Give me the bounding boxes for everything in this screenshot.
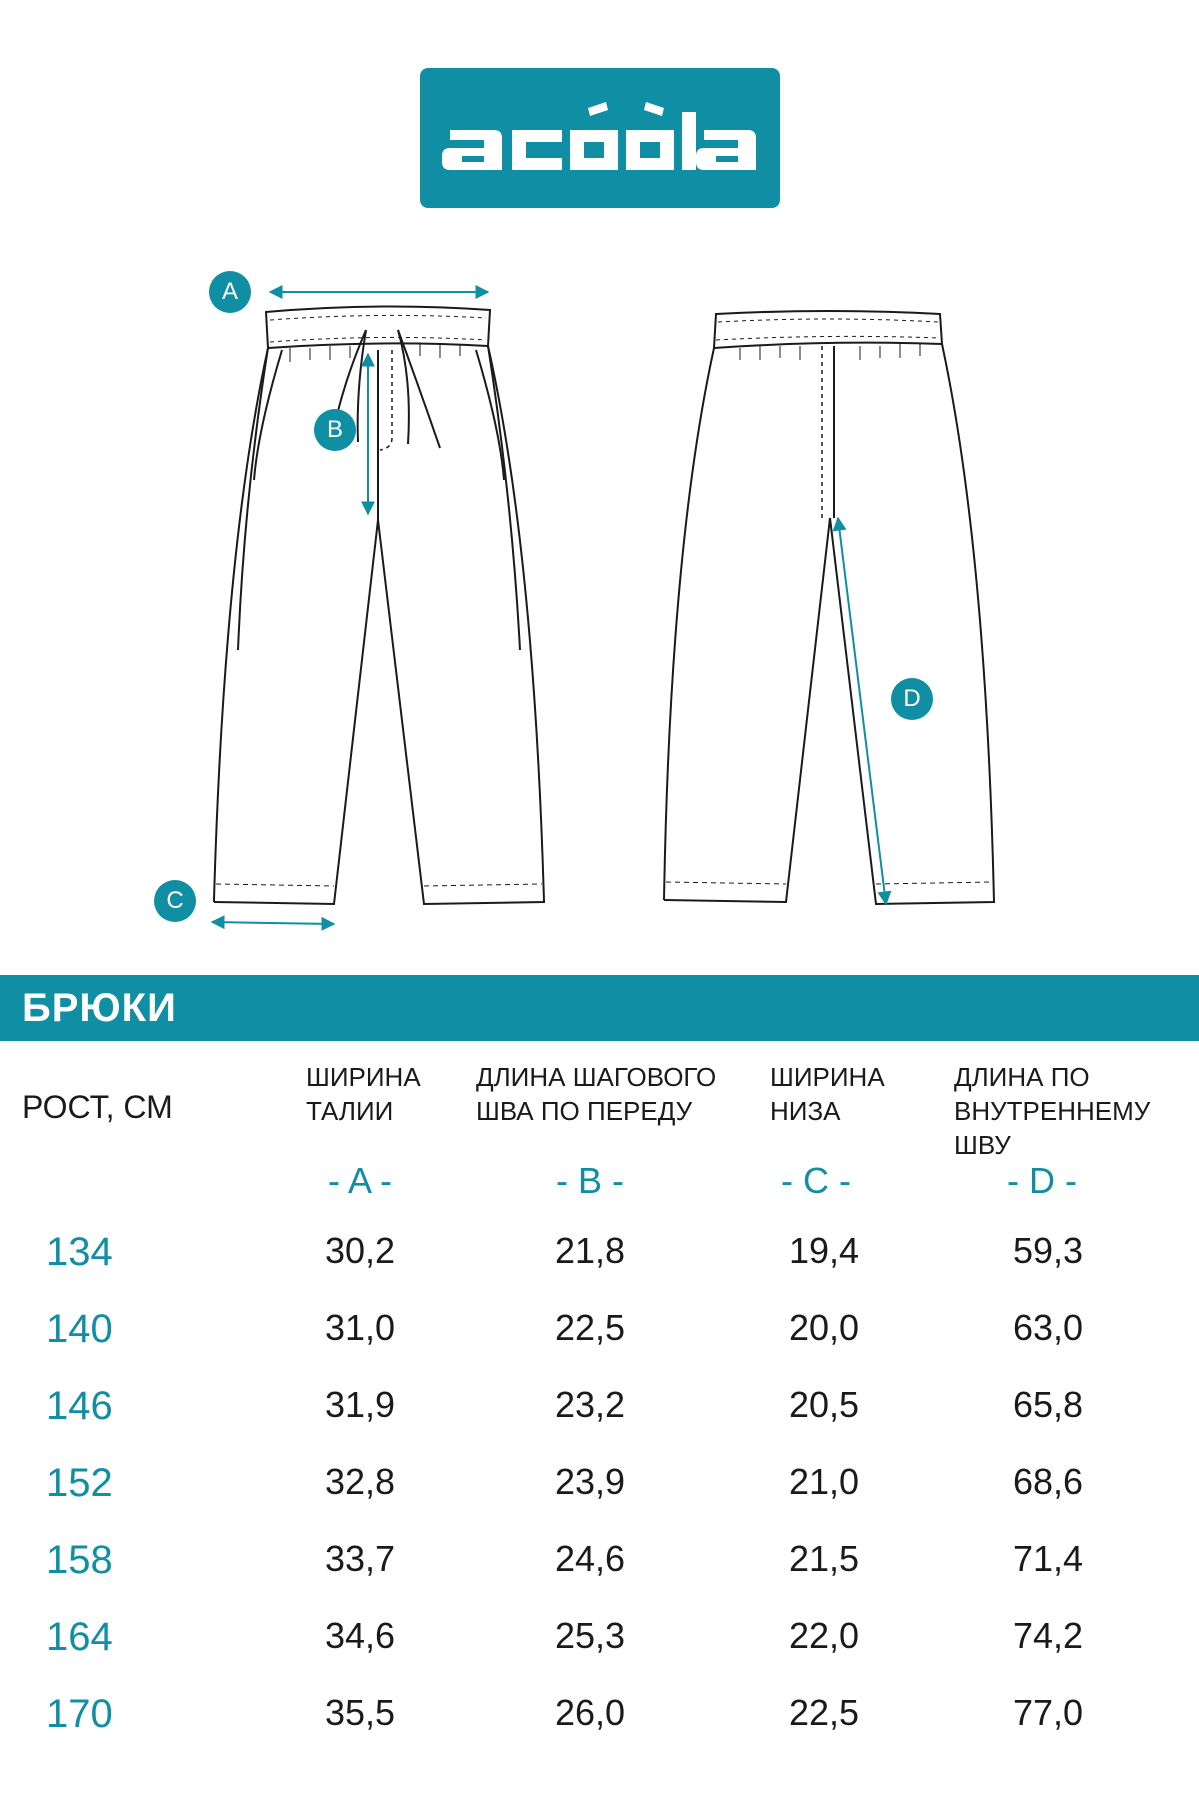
height-cell: 146 xyxy=(46,1384,113,1428)
value-cell-c: 21,0 xyxy=(788,1461,860,1502)
table-row xyxy=(0,1461,1199,1521)
column-header-c xyxy=(770,1060,885,1128)
value-cell-c: 22,0 xyxy=(788,1615,860,1656)
table-row xyxy=(0,1230,1199,1290)
column-header-b-line2: ШВА ПО ПЕРЕДУ xyxy=(476,1096,693,1126)
height-cell: 134 xyxy=(46,1230,113,1274)
value-cell-d: 63,0 xyxy=(1012,1307,1084,1348)
value-cell-d: 74,2 xyxy=(1012,1615,1084,1656)
value-cell-a: 35,5 xyxy=(324,1692,396,1733)
height-cell: 140 xyxy=(46,1307,113,1351)
pants-technical-drawing xyxy=(0,250,1199,950)
column-letter-a: - A - xyxy=(327,1160,393,1201)
pants-front-view xyxy=(214,306,544,904)
height-cell: 158 xyxy=(46,1538,113,1582)
brand-logo xyxy=(420,68,780,208)
value-cell-c: 20,0 xyxy=(788,1307,860,1348)
column-letter-d: - D - xyxy=(1007,1160,1077,1201)
value-cell-d: 77,0 xyxy=(1012,1692,1084,1733)
height-column-header: РОСТ, СМ xyxy=(22,1089,173,1125)
value-cell-a: 30,2 xyxy=(324,1230,396,1271)
table-row xyxy=(0,1692,1199,1752)
value-cell-d: 65,8 xyxy=(1012,1384,1084,1425)
marker-a: A xyxy=(209,271,251,313)
value-cell-a: 32,8 xyxy=(324,1461,396,1502)
column-header-c-line1: ШИРИНА xyxy=(770,1062,885,1092)
column-header-a-line2: ТАЛИИ xyxy=(306,1096,394,1126)
value-cell-b: 24,6 xyxy=(554,1538,626,1579)
column-letter-c: - C - xyxy=(781,1160,851,1201)
marker-c: C xyxy=(154,880,196,922)
pants-back-view xyxy=(664,311,994,904)
measurement-arrows xyxy=(212,292,886,924)
column-header-d-line1: ДЛИНА ПО xyxy=(954,1062,1090,1092)
value-cell-b: 25,3 xyxy=(554,1615,626,1656)
value-cell-b: 22,5 xyxy=(554,1307,626,1348)
acoola-logo-icon xyxy=(420,68,780,208)
height-cell: 170 xyxy=(46,1692,113,1736)
column-header-b xyxy=(476,1060,716,1128)
value-cell-c: 22,5 xyxy=(788,1692,860,1733)
table-row xyxy=(0,1538,1199,1598)
table-row xyxy=(0,1615,1199,1675)
value-cell-b: 23,9 xyxy=(554,1461,626,1502)
column-header-a-line1: ШИРИНА xyxy=(306,1062,421,1092)
value-cell-a: 31,0 xyxy=(324,1307,396,1348)
marker-b: B xyxy=(314,409,356,451)
column-letter-b: - B - xyxy=(556,1160,624,1201)
column-header-d xyxy=(954,1060,1199,1162)
value-cell-a: 33,7 xyxy=(324,1538,396,1579)
value-cell-d: 59,3 xyxy=(1012,1230,1084,1271)
table-row xyxy=(0,1384,1199,1444)
column-header-d-line2: ВНУТРЕННЕМУ ШВУ xyxy=(954,1096,1151,1160)
column-header-a xyxy=(306,1060,421,1128)
value-cell-d: 71,4 xyxy=(1012,1538,1084,1579)
value-cell-a: 34,6 xyxy=(324,1615,396,1656)
table-row xyxy=(0,1307,1199,1367)
value-cell-b: 26,0 xyxy=(554,1692,626,1733)
marker-d: D xyxy=(891,678,933,720)
value-cell-c: 21,5 xyxy=(788,1538,860,1579)
column-header-c-line2: НИЗА xyxy=(770,1096,841,1126)
value-cell-b: 21,8 xyxy=(554,1230,626,1271)
value-cell-a: 31,9 xyxy=(324,1384,396,1425)
height-cell: 164 xyxy=(46,1615,113,1659)
value-cell-c: 20,5 xyxy=(788,1384,860,1425)
height-cell: 152 xyxy=(46,1461,113,1505)
column-header-b-line1: ДЛИНА ШАГОВОГО xyxy=(476,1062,717,1092)
value-cell-c: 19,4 xyxy=(788,1230,860,1271)
section-title: БРЮКИ xyxy=(22,986,177,1030)
value-cell-d: 68,6 xyxy=(1012,1461,1084,1502)
value-cell-b: 23,2 xyxy=(554,1384,626,1425)
section-band xyxy=(0,975,1199,1041)
